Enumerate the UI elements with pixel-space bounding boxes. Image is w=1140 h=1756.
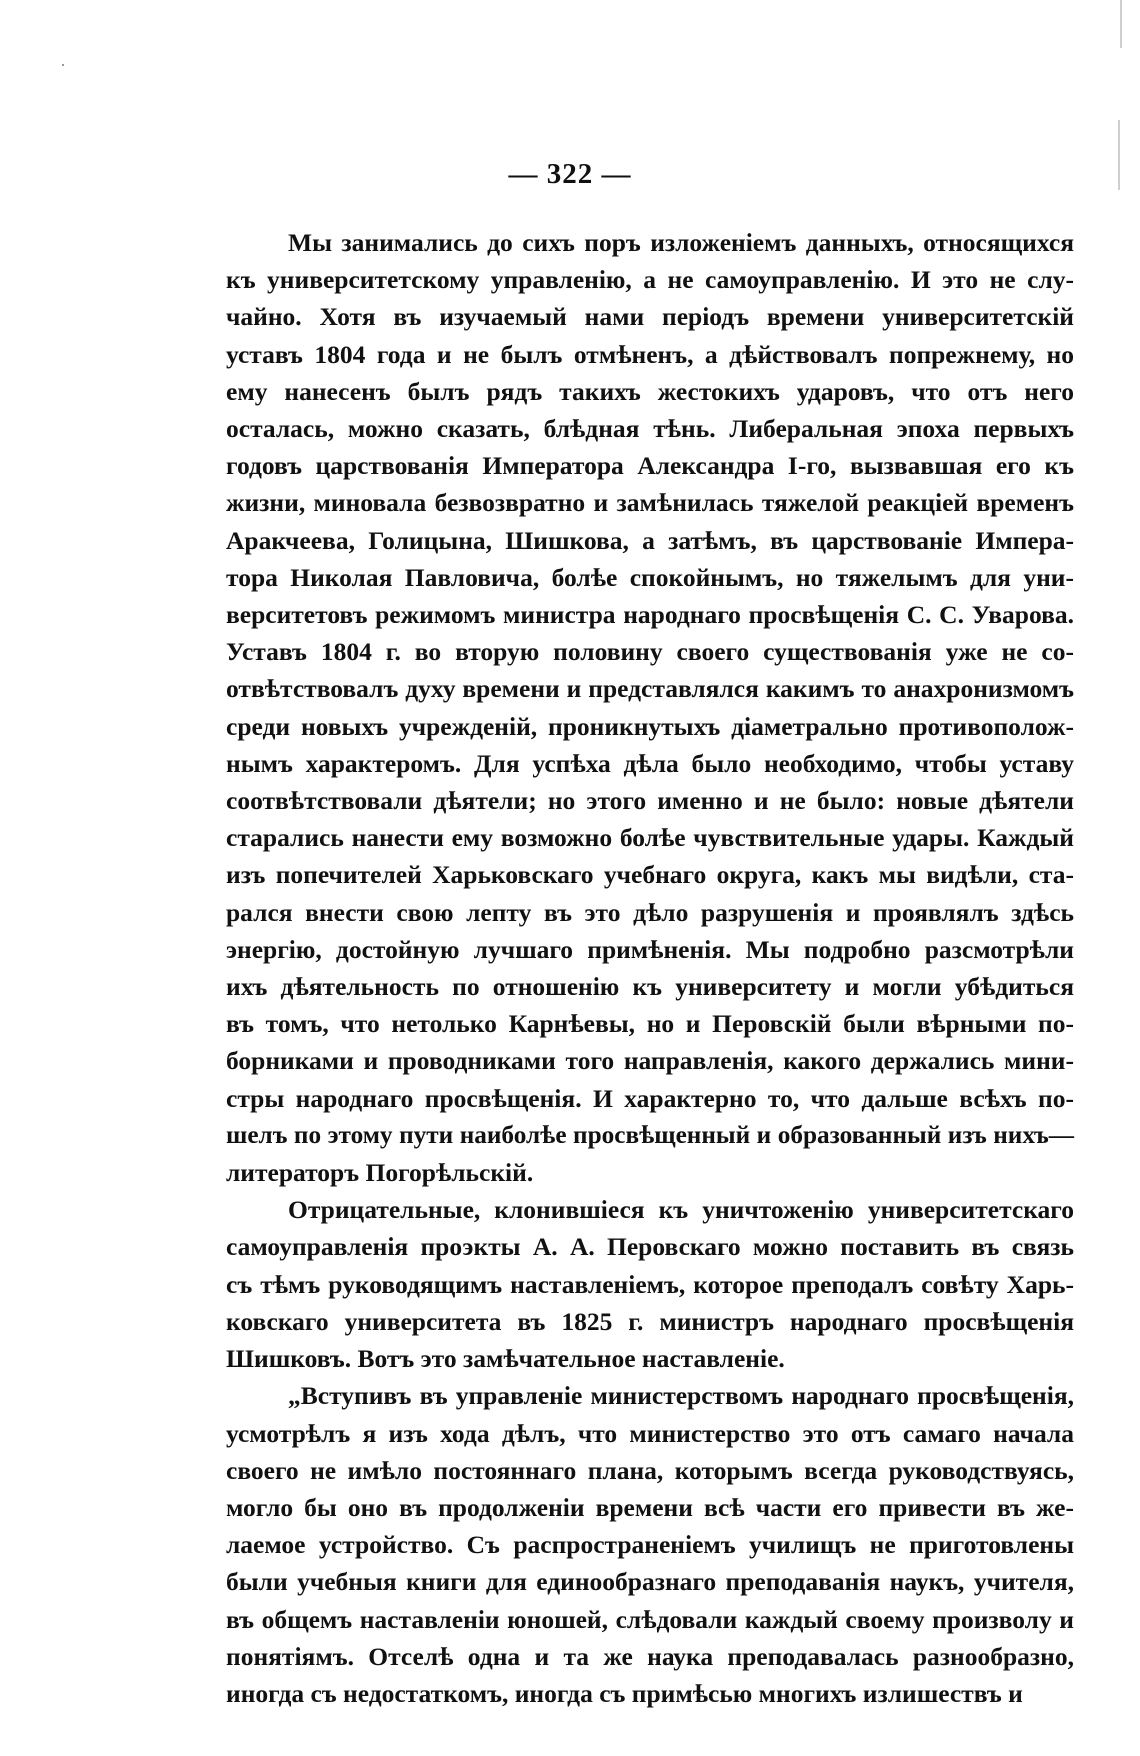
- text-line: борниками и проводниками того направленія, какого держались мини-: [226, 1046, 1074, 1076]
- text-line: осталась, можно сказать, блѣдная тѣнь. Либеральная эпоха первыхъ: [226, 414, 1074, 444]
- page-number: — 322 —: [508, 158, 632, 190]
- text-line: въ томъ, что нетолько Карнѣевы, но и Перовскій были вѣрными по-: [226, 1009, 1074, 1039]
- text-line: Шишковъ. Вотъ это замѣчательное наставленіе.: [226, 1344, 785, 1374]
- scan-speck: [62, 64, 64, 66]
- text-line: Мы занимались до сихъ поръ изложеніемъ данныхъ, относящихся: [288, 228, 1074, 257]
- text-line: къ университетскому управленію, а не самоуправленію. И это не слу-: [226, 265, 1074, 295]
- text-line: въ общемъ наставленіи юношей, слѣдовали каждый своему произволу и: [226, 1604, 1074, 1634]
- text-line: Отрицательные, клонившіеся къ уничтоженію университетскаго: [288, 1195, 1074, 1225]
- text-line: съ тѣмъ руководящимъ наставленіемъ, которое преподалъ совѣту Харь-: [226, 1269, 1074, 1299]
- text-line: „Вступивъ въ управленіе министерствомъ народнаго просвѣщенія,: [288, 1381, 1074, 1411]
- text-line: литераторъ Погорѣльскій.: [226, 1158, 534, 1188]
- text-line: среди новыхъ учрежденій, проникнутыхъ діаметрально противополож-: [226, 711, 1074, 741]
- text-line: верситетовъ режимомъ министра народнаго просвѣщенія С. С. Уварова.: [226, 600, 1074, 630]
- text-line: чайно. Хотя въ изучаемый нами періодъ времени университетскій: [226, 302, 1074, 332]
- text-line: иногда съ недостаткомъ, иногда съ примѣсью многихъ излишествъ и: [226, 1678, 1023, 1708]
- text-line: годовъ царствованія Императора Александра І-го, вызвавшая его къ: [226, 451, 1074, 481]
- text-line: самоуправленія проэкты А. А. Перовскаго можно поставить въ связь: [226, 1232, 1074, 1262]
- text-line: тора Николая Павловича, болѣе спокойнымъ, но тяжелымъ для уни-: [226, 562, 1074, 592]
- text-line: ихъ дѣятельность по отношенію къ университету и могли убѣдиться: [226, 972, 1074, 1002]
- paragraph: [226, 224, 1074, 1191]
- text-line: ему нанесенъ былъ рядъ такихъ жестокихъ ударовъ, что отъ него: [226, 376, 1074, 406]
- text-line: энергію, достойную лучшаго примѣненія. Мы подробно разсмотрѣли: [226, 934, 1074, 964]
- text-line: Уставъ 1804 г. во вторую половину своего существованія уже не со-: [226, 637, 1074, 667]
- text-line: рался внести свою лепту въ это дѣло разрушенія и проявлялъ здѣсь: [226, 897, 1074, 927]
- text-line: стры народнаго просвѣщенія. И характерно то, что дальше всѣхъ по-: [226, 1083, 1074, 1113]
- text-line: Аракчеева, Голицына, Шишкова, а затѣмъ, въ царствованіе Импера-: [226, 525, 1074, 555]
- text-line: ковскаго университета въ 1825 г. министръ народнаго просвѣщенія: [226, 1306, 1074, 1336]
- text-line: шелъ по этому пути наиболѣе просвѣщенный и образованный изъ нихъ—: [226, 1120, 1074, 1149]
- text-line: отвѣтствовалъ духу времени и представлялся какимъ то анахронизмомъ: [226, 674, 1074, 704]
- text-line: нымъ характеромъ. Для успѣха дѣла было необходимо, чтобы уставу: [226, 748, 1074, 778]
- text-line: были учебныя книги для единообразнаго преподаванія наукъ, учителя,: [226, 1567, 1074, 1597]
- text-line: жизни, миновала безвозвратно и замѣнилась тяжелой реакціей временъ: [226, 488, 1074, 518]
- body-text: [226, 224, 1074, 1712]
- text-line: лаемое устройство. Съ распространеніемъ училищъ не приготовлены: [226, 1530, 1074, 1560]
- text-line: своего не имѣло постояннаго плана, которымъ всегда руководствуясь,: [226, 1455, 1074, 1485]
- text-line: уставъ 1804 года и не былъ отмѣненъ, а дѣйствовалъ попрежнему, но: [226, 339, 1074, 369]
- text-line: старались нанести ему возможно болѣе чувствительные удары. Каждый: [226, 823, 1074, 853]
- text-line: понятіямъ. Отселѣ одна и та же наука преподавалась разнообразно,: [226, 1641, 1074, 1671]
- text-line: усмотрѣлъ я изъ хода дѣлъ, что министерство это отъ самаго начала: [226, 1418, 1074, 1448]
- text-line: изъ попечителей Харьковскаго учебнаго округа, какъ мы видѣли, ста-: [226, 860, 1074, 890]
- scan-edge-mark: [1120, 0, 1122, 48]
- text-line: могло бы оно въ продолженіи времени всѣ части его привести въ же-: [226, 1492, 1074, 1522]
- paragraph: [226, 1191, 1074, 1377]
- text-line: соотвѣтствовали дѣятели; но этого именно и не было: новые дѣятели: [226, 786, 1074, 816]
- paragraph: [226, 1377, 1074, 1712]
